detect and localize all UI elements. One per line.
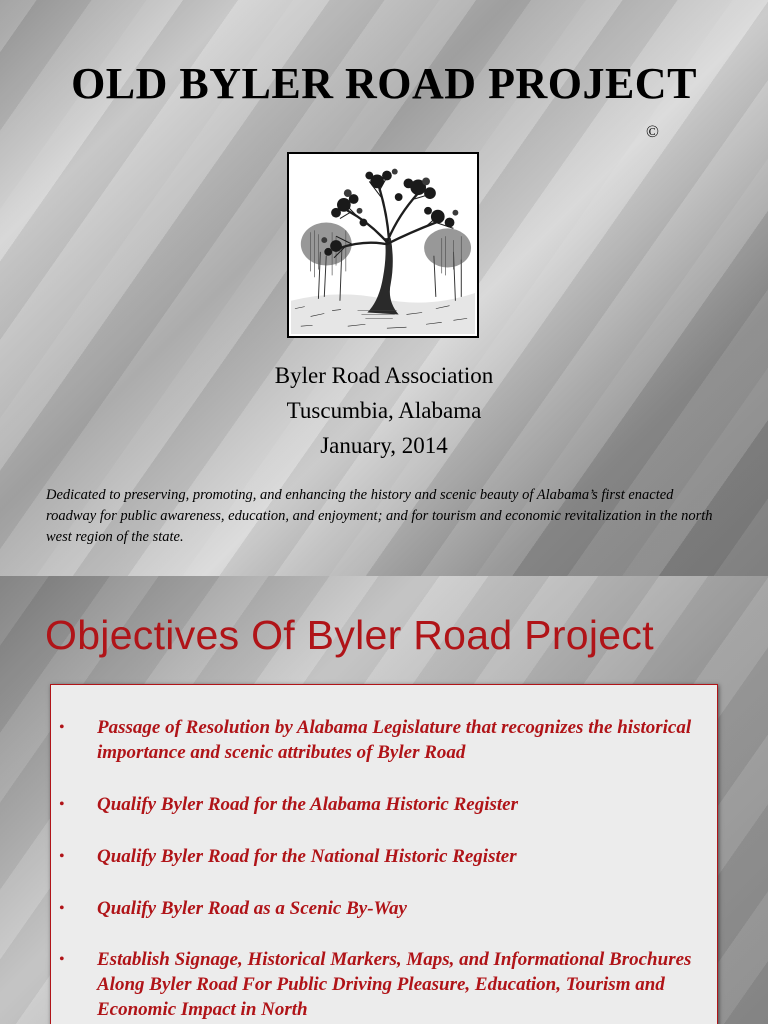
objective-text: Establish Signage, Historical Markers, Maps, and Informational Brochures Along Byler Road For Public Driving Pleasure, Education, Tourism and Economic Impact in North [97, 949, 692, 1020]
oak-tree-illustration [287, 152, 479, 338]
organization-info [0, 358, 768, 463]
objective-item [59, 792, 699, 817]
slide-title: OLD BYLER ROAD PROJECT [71, 59, 697, 108]
bullet-icon: • [59, 719, 65, 736]
dedication-text: Dedicated to preserving, promoting, and enhancing the history and scenic beauty of Alabama’s first enacted roadway for public awareness, education, and enjoyment; and for tourism and economic revitalization in the north west region of the state. [46, 487, 713, 545]
objectives-heading: Objectives Of Byler Road Project [45, 612, 654, 658]
tree-drawing-icon [289, 154, 477, 336]
objective-item [59, 947, 699, 1022]
objectives-slide [0, 576, 768, 1024]
bullet-icon: • [59, 848, 65, 865]
bullet-icon: • [59, 900, 65, 917]
objective-text: Qualify Byler Road as a Scenic By-Way [97, 898, 407, 919]
objective-text: Passage of Resolution by Alabama Legislature that recognizes the historical importance and scenic attributes of Byler Road [97, 717, 692, 763]
bullet-icon: • [59, 951, 65, 968]
objective-item [59, 715, 699, 765]
copyright-symbol: © [646, 122, 659, 141]
objective-text: Qualify Byler Road for the National Historic Register [97, 846, 517, 867]
presentation-date: January, 2014 [320, 433, 448, 458]
organization-location: Tuscumbia, Alabama [286, 398, 482, 423]
objective-text: Qualify Byler Road for the Alabama Historic Register [97, 794, 518, 815]
objectives-box [50, 684, 718, 1024]
objective-item [59, 844, 699, 869]
objective-item [59, 896, 699, 921]
organization-name: Byler Road Association [274, 363, 494, 388]
bullet-icon: • [59, 796, 65, 813]
